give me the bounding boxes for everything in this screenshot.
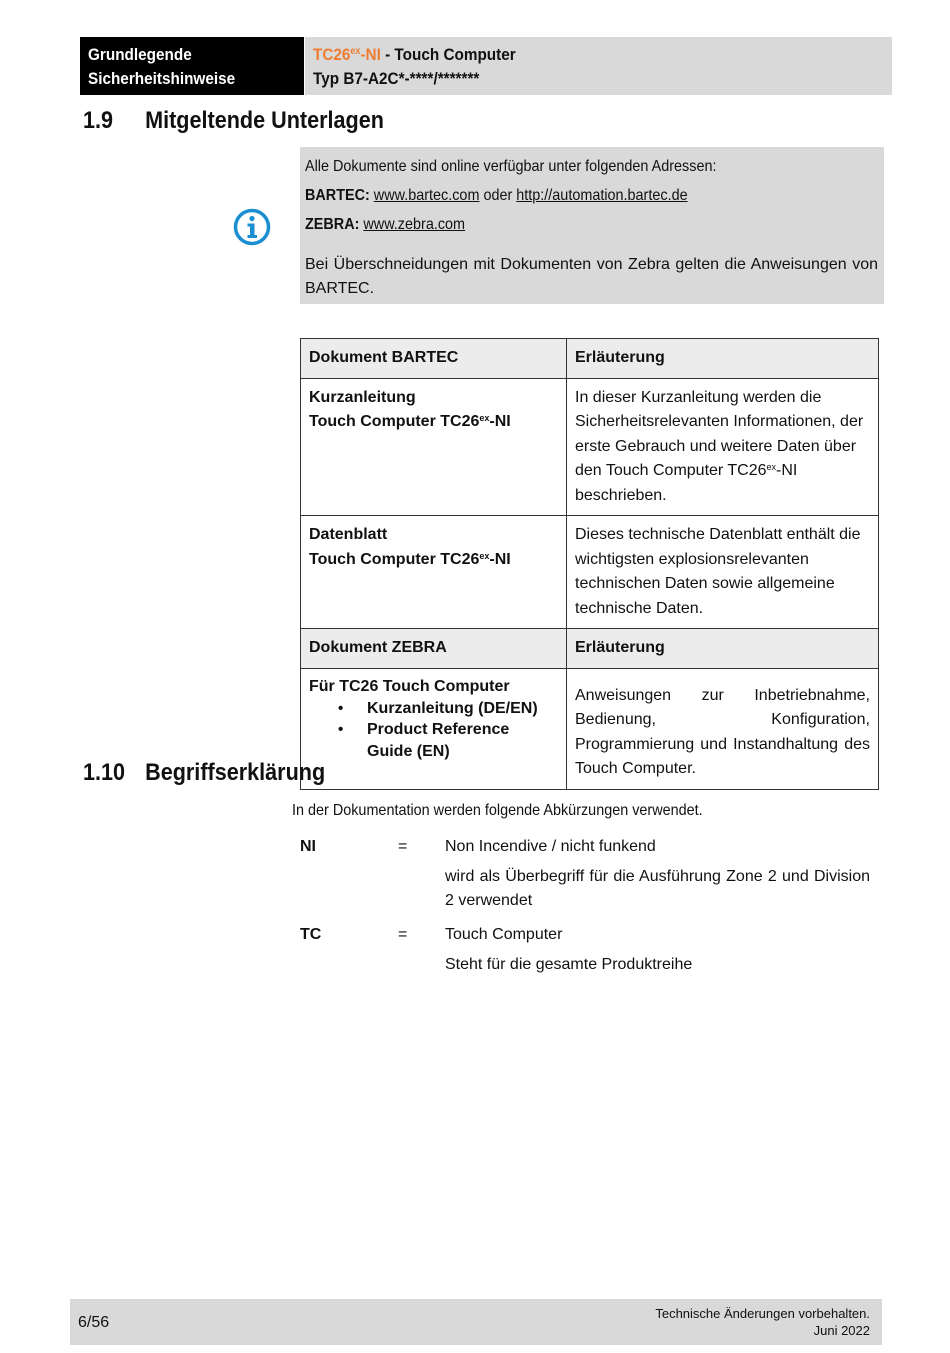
header-left-line2: Sicherheitshinweise: [88, 69, 236, 88]
section-title: Mitgeltende Unterlagen: [145, 107, 384, 134]
table-header-cell: Dokument BARTEC: [301, 339, 567, 379]
table-header-cell: Erläuterung: [567, 339, 879, 379]
doc-title: Datenblatt: [309, 526, 388, 543]
header-product-line: [313, 43, 516, 67]
info-box: [300, 147, 884, 304]
list-item: • Product Reference Guide (EN): [367, 719, 558, 762]
term-abbr: TC: [300, 926, 322, 943]
desc-cell: Anweisungen zur Inbetriebnahme, Bedienung, Konfiguration, Programmierung und Instandhaltung des Touch Computer.: [567, 668, 879, 789]
table-row: [301, 668, 879, 789]
bartec-automation-link[interactable]: http://automation.bartec.de: [516, 187, 688, 204]
desc-cell: In dieser Kurzanleitung werden die Sicherheitsrelevanten Informationen, der erste Gebrauch und weitere Daten über den Touch Computer $TC26^{ex}-NI$ beschrieben.: [567, 378, 879, 516]
term-equals: =: [398, 926, 408, 943]
table-header-bartec: [301, 339, 879, 379]
footer-note: Technische Änderungen vorbehalten. Juni 2022: [655, 1306, 870, 1338]
info-zebra-line: ZEBRA: www.zebra.com: [305, 216, 466, 233]
info-bartec-line: BARTEC: www.bartec.com oder http://automation.bartec.de: [305, 187, 688, 204]
term-equals: =: [398, 838, 408, 855]
documents-table: [300, 338, 879, 790]
list-item: • Kurzanleitung (DE/EN): [367, 698, 558, 720]
term-definition: Touch Computer Steht für die gesamte Produktreihe: [445, 926, 693, 973]
page-footer: [70, 1299, 882, 1345]
table-header-cell: Erläuterung: [567, 629, 879, 669]
info-line-1: Alle Dokumente sind online verfügbar unter folgenden Adressen:: [305, 158, 717, 175]
section-heading-1-9: [83, 107, 417, 135]
info-icon: [232, 207, 272, 247]
doc-subtitle: Touch Computer $TC26^{ex}-NI$: [309, 413, 511, 430]
section-heading-1-10: [83, 759, 352, 787]
page-number: 6/56: [78, 1314, 110, 1331]
doc-bullet-list: [309, 698, 558, 763]
product-name: $TC26^{ex}-NI$: [313, 45, 381, 64]
glossary-intro: In der Dokumentation werden folgende Abkürzungen verwendet.: [292, 802, 703, 819]
term-definition: Non Incendive / nicht funkend wird als Überbegriff für die Ausführung Zone 2 und Division 2 verwendet: [445, 838, 870, 909]
section-title: Begriffserklärung: [145, 759, 326, 786]
table-header-zebra: [301, 629, 879, 669]
info-note: Bei Überschneidungen mit Dokumenten von Zebra gelten die Anweisungen von BARTEC.: [305, 256, 878, 297]
doc-cell: [301, 378, 567, 516]
header-section-label: [80, 37, 304, 95]
section-number: 1.9: [83, 107, 114, 134]
bartec-link[interactable]: www.bartec.com: [373, 187, 480, 204]
doc-title: Für TC26 Touch Computer: [309, 677, 510, 695]
table-row: [301, 516, 879, 629]
header-product: [305, 37, 892, 95]
doc-cell: [301, 516, 567, 629]
product-rest: - Touch Computer: [380, 45, 516, 64]
table-header-cell: Dokument ZEBRA: [301, 629, 567, 669]
doc-title: Kurzanleitung: [309, 388, 416, 406]
zebra-link[interactable]: www.zebra.com: [363, 216, 466, 233]
table-row: [301, 378, 879, 516]
doc-subtitle: Touch Computer $TC26^{ex}-NI$: [309, 550, 511, 568]
desc-cell: Dieses technische Datenblatt enthält die wichtigsten explosionsrelevanten technischen Daten sowie allgemeine technische Daten.: [567, 516, 879, 629]
term-abbr: NI: [300, 838, 316, 855]
header-left-line1: Grundlegende: [88, 45, 192, 64]
header-type-line: Typ B7-A2C*-****/*******: [313, 69, 480, 88]
section-number: 1.10: [83, 759, 126, 786]
